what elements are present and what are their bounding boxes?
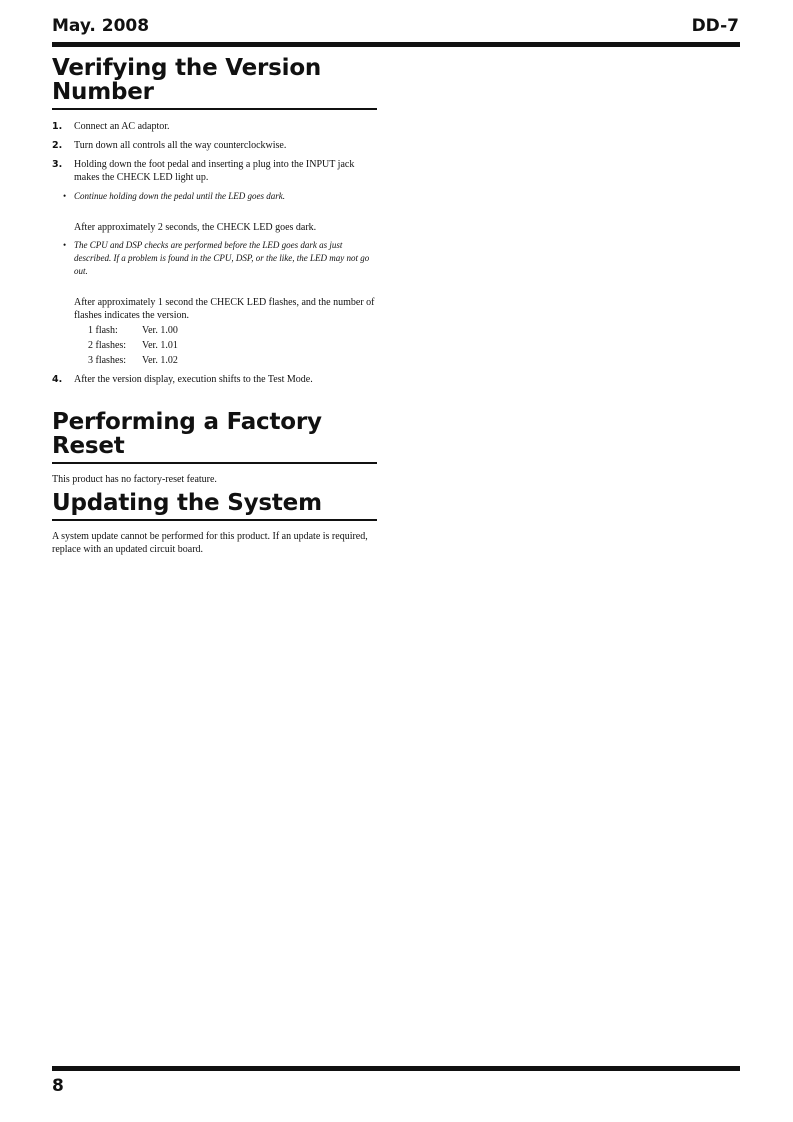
bullet-icon: • xyxy=(63,240,67,250)
version-label: 2 flashes: xyxy=(88,340,127,351)
section-title-updating: Updating the System xyxy=(52,490,322,516)
step-number: 3. xyxy=(52,159,63,170)
version-row xyxy=(52,353,377,368)
note-item xyxy=(52,239,377,278)
note-text: Continue holding down the pedal until the LED goes dark. xyxy=(74,191,285,201)
step-text: Connect an AC adaptor. xyxy=(74,121,170,132)
section-body: This product has no factory-reset feature. xyxy=(52,474,217,485)
paragraph: After approximately 2 seconds, the CHECK LED goes dark. xyxy=(74,222,317,233)
header-date: May. 2008 xyxy=(52,16,150,36)
note-text: The CPU and DSP checks are performed before the LED goes dark as just described. If a problem is found in the CPU, DSP, or the like, the LED may not go out. xyxy=(74,240,370,276)
version-value: Ver. 1.02 xyxy=(142,355,178,366)
step-number: 4. xyxy=(52,374,63,385)
note-item xyxy=(52,190,377,203)
version-row xyxy=(52,323,377,338)
steps-list xyxy=(52,120,377,386)
step-item xyxy=(52,158,377,184)
section-updating-system xyxy=(52,491,377,556)
version-value: Ver. 1.00 xyxy=(142,325,178,336)
step-item xyxy=(52,373,377,386)
section-factory-reset xyxy=(52,410,377,486)
section-rule xyxy=(52,519,377,521)
step-number: 2. xyxy=(52,140,63,151)
section-rule xyxy=(52,108,377,110)
section-title-line2: Number xyxy=(52,79,154,105)
section-body: A system update cannot be performed for this product. If an update is required, replace with an updated circuit board. xyxy=(52,531,368,555)
version-row xyxy=(52,338,377,353)
step-number: 1. xyxy=(52,121,63,132)
step-item xyxy=(52,139,377,152)
version-table xyxy=(52,323,377,368)
page-number: 8 xyxy=(52,1076,64,1096)
paragraph: After approximately 1 second the CHECK LED flashes, and the number of flashes indicates the version. xyxy=(74,297,375,321)
header-model: DD-7 xyxy=(691,16,739,36)
section-rule xyxy=(52,462,377,464)
section-title-verifying xyxy=(52,56,377,104)
step-text: After the version display, execution shifts to the Test Mode. xyxy=(74,374,313,385)
section-title-line1: Verifying the Version xyxy=(52,55,322,81)
version-value: Ver. 1.01 xyxy=(142,340,178,351)
step-text: Holding down the foot pedal and inserting a plug into the INPUT jack makes the CHECK LED light up. xyxy=(74,159,355,183)
version-label: 3 flashes: xyxy=(88,355,127,366)
footer-rule xyxy=(52,1066,740,1071)
section-title-factory-reset: Performing a Factory Reset xyxy=(52,409,322,459)
bullet-icon: • xyxy=(63,191,67,201)
section-verifying-version xyxy=(52,56,377,392)
step-text: Turn down all controls all the way counterclockwise. xyxy=(74,140,287,151)
version-label: 1 flash: xyxy=(88,325,118,336)
header-rule xyxy=(52,42,740,47)
step-item xyxy=(52,120,377,133)
